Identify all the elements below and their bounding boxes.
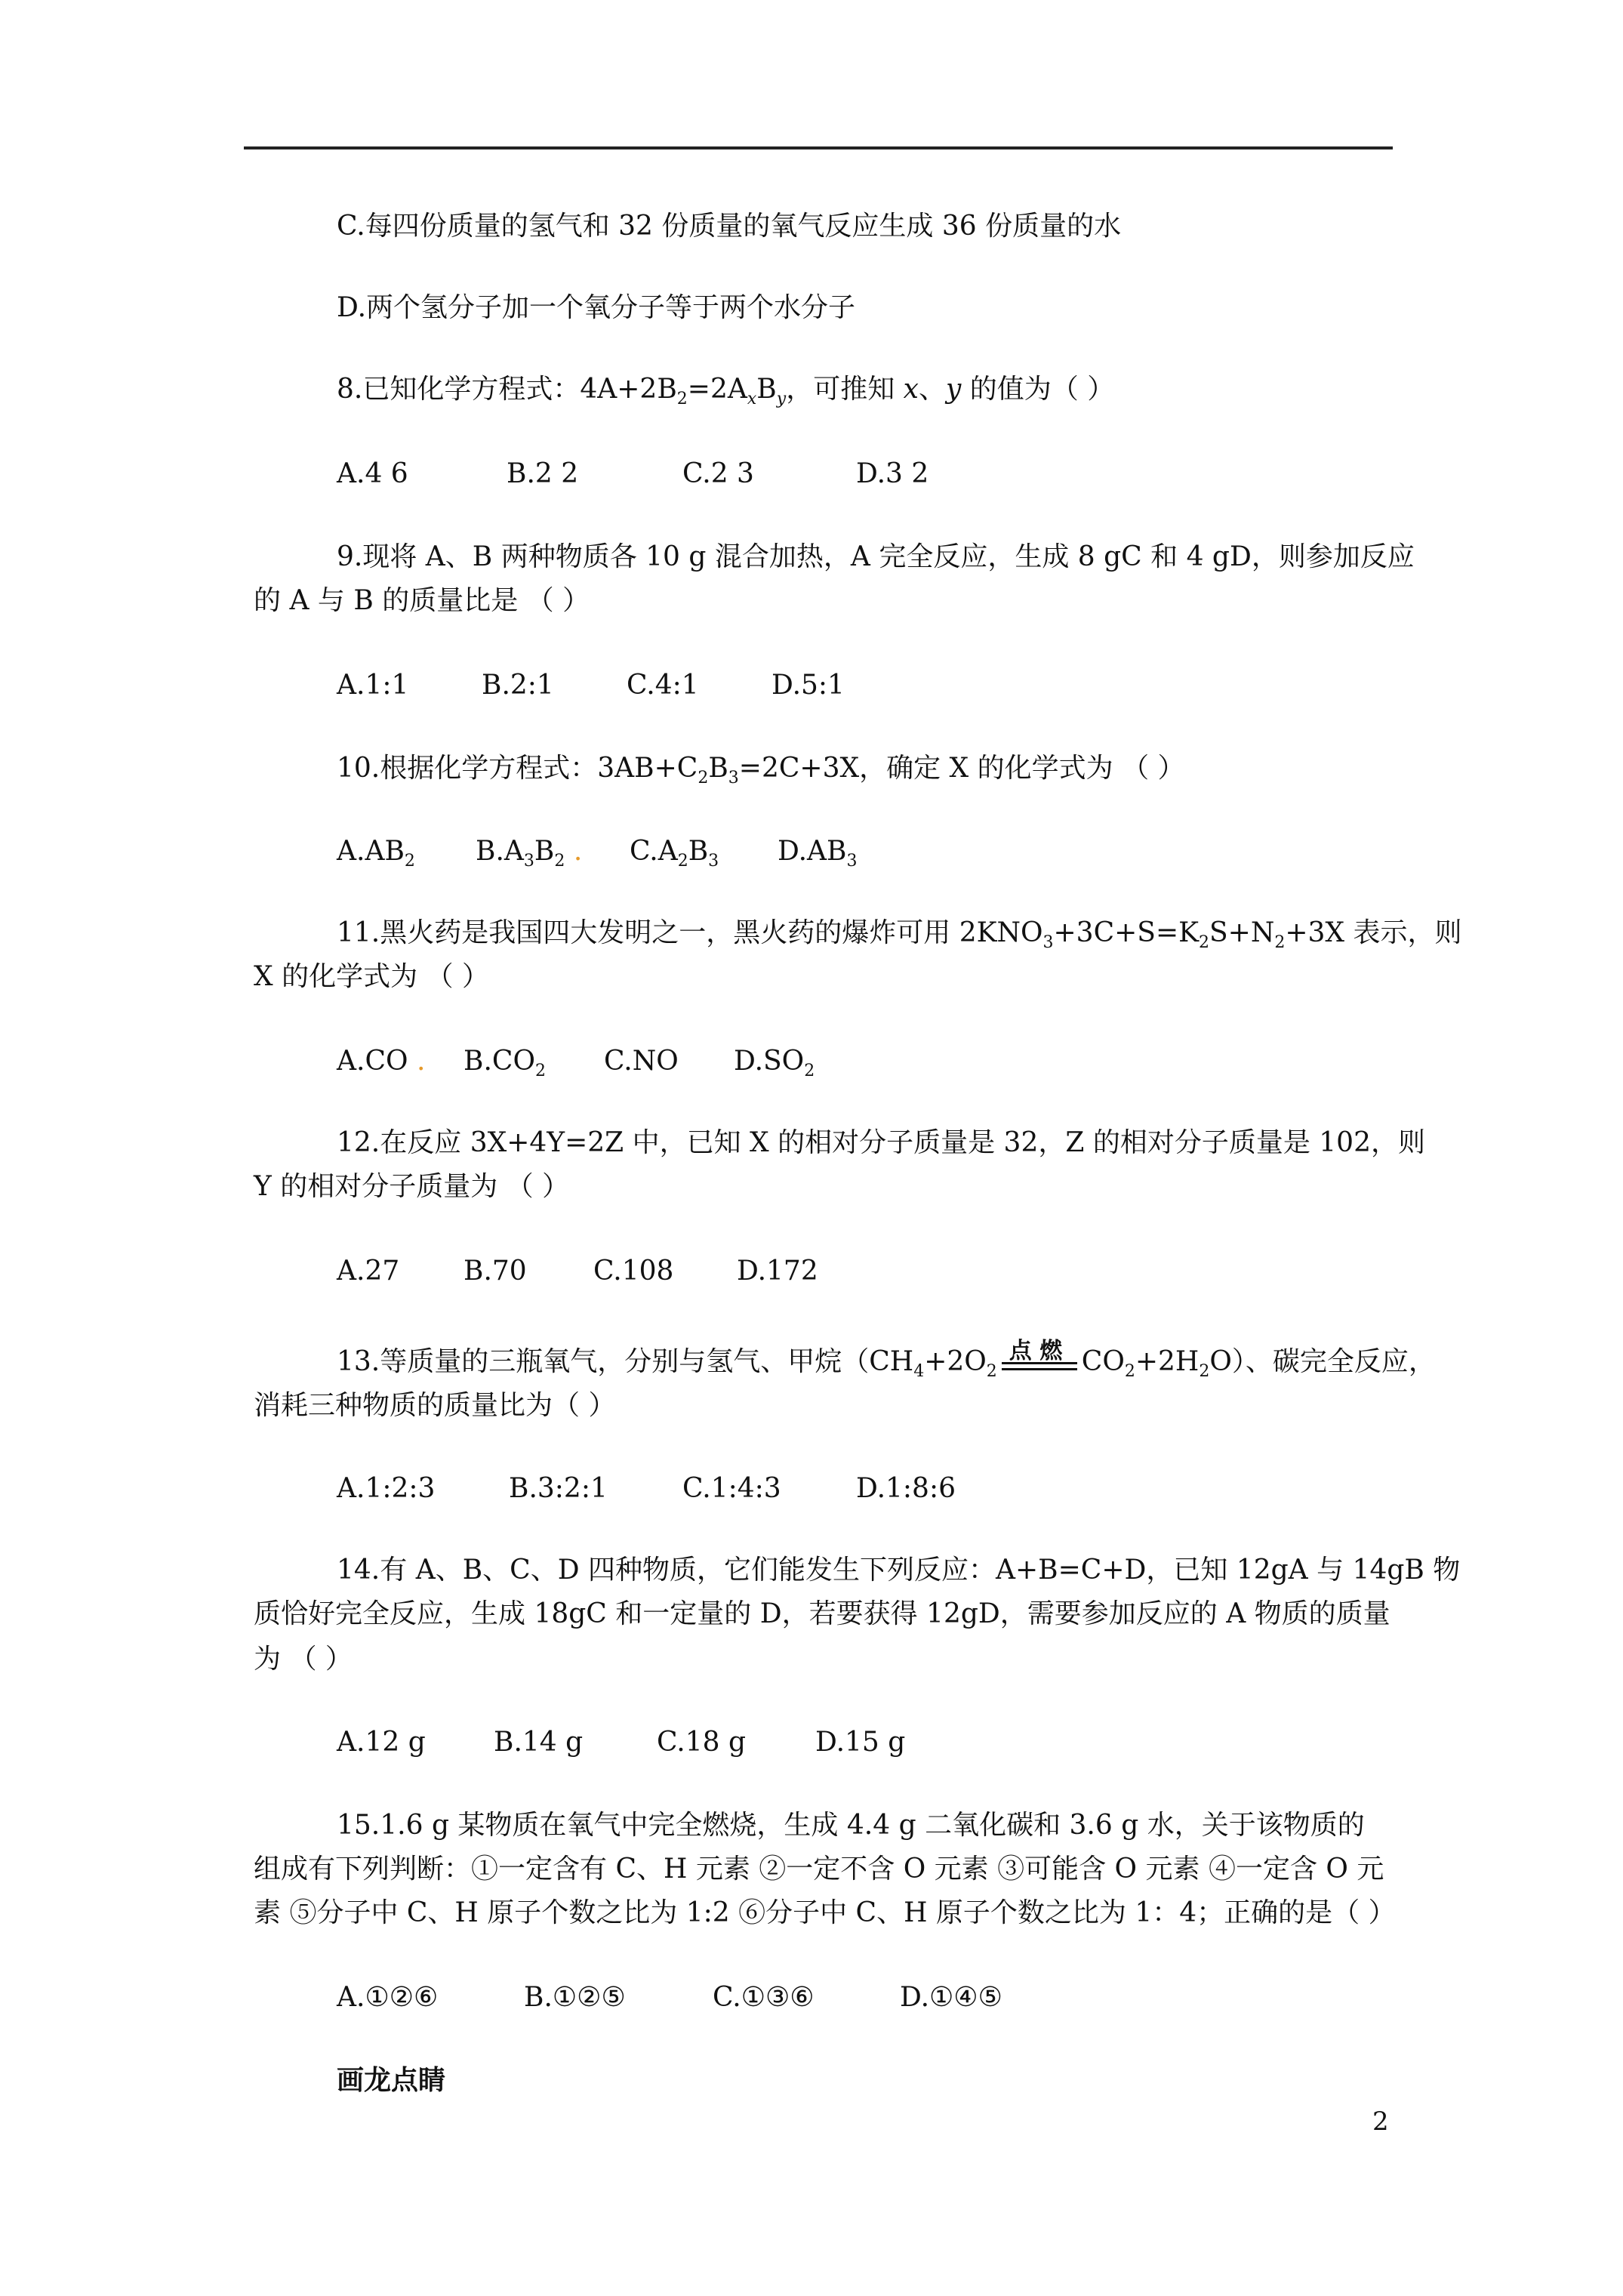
q15-option-d: D.①④⑤ (900, 1982, 1002, 2013)
q13-option-a: A.1:2:3 (337, 1473, 436, 1504)
q8-option-d: D.3 2 (856, 458, 929, 489)
q14-option-c: C.18 g (657, 1727, 747, 1758)
q10-options (337, 831, 857, 883)
q14-option-b: B.14 g (494, 1727, 584, 1758)
q9-stem-line2: 的 A 与 B 的质量比是 （ ） (254, 585, 590, 616)
q9-option-b: B.2:1 (482, 670, 554, 701)
q10-option-b: $B.A_3B_2$ . (476, 836, 583, 871)
q9-stem-line1: 9.现将 A、B 两种物质各 10 g 混合加热，A 完全反应，生成 8 gC 和 4 gD，则参加反应 (337, 541, 1415, 572)
q9-option-a: A.1:1 (337, 670, 409, 701)
q13-stem-line2: 消耗三种物质的质量比为（ ） (254, 1390, 616, 1421)
q8-options (337, 453, 929, 495)
q8-option-b: B.2 2 (507, 458, 579, 489)
q11-option-d: $D.SO_2$ (734, 1046, 815, 1081)
q11-option-b: $B.CO_2$ (463, 1046, 546, 1081)
q15-option-b: B.①②⑤ (524, 1982, 626, 2013)
q11-stem-line2: X 的化学式为 （ ） (254, 961, 489, 992)
q10-stem: 10.根据化学方程式：$3AB+C_2B_3=2C+3X$，确定 X 的化学式为 （ ） (337, 753, 1185, 788)
q13-option-c: C.1:4:3 (682, 1473, 781, 1504)
q10-option-d: $D.AB_3$ (778, 836, 858, 871)
q15-stem-line2: 组成有下列判断：①一定含有 C、H 元素 ②一定不含 O 元素 ③可能含 O 元素 ④一定含 O 元 (254, 1854, 1384, 1885)
reaction-condition-label: 点 燃 (1009, 1338, 1063, 1364)
q9-option-d: D.5:1 (771, 670, 845, 701)
q8-option-a: A.4 6 (337, 458, 408, 489)
q11-option-a: A.CO . (337, 1046, 426, 1077)
q15-options (337, 1977, 1002, 2019)
q13-options (337, 1468, 956, 1510)
q14-option-d: D.15 g (815, 1727, 906, 1758)
q8-option-c: C.2 3 (682, 458, 754, 489)
q9-options (337, 664, 845, 707)
q13-option-b: B.3:2:1 (509, 1473, 608, 1504)
q13-option-d: D.1:8:6 (856, 1473, 956, 1504)
q12-stem-line2: Y 的相对分子质量为 （ ） (254, 1171, 570, 1202)
q12-options (337, 1250, 818, 1293)
q12-option-a: A.27 (337, 1256, 400, 1287)
q11-options (337, 1040, 815, 1093)
q11-stem-line1: 11.黑火药是我国四大发明之一，黑火药的爆炸可用 $2KNO_3+3C+S=K_2S+N_2+3X$ 表示，则 (337, 917, 1462, 953)
q15-option-c: C.①③⑥ (713, 1982, 815, 2013)
page-number: 2 (1372, 2106, 1389, 2137)
q7-option-c: C.每四份质量的氢气和 32 份质量的氧气反应生成 36 份质量的水 (337, 211, 1122, 242)
q10-option-c: $C.A_2B_3$ (630, 836, 719, 871)
q10-option-a: $A.AB_2$ (337, 836, 415, 871)
q12-option-c: C.108 (593, 1256, 674, 1287)
q15-option-a: A.①②⑥ (337, 1982, 439, 2013)
q12-stem-line1: 12.在反应 3X+4Y=2Z 中，已知 X 的相对分子质量是 32，Z 的相对分子质量是 102，则 (337, 1127, 1425, 1158)
q14-options (337, 1721, 905, 1764)
q14-stem-line2: 质恰好完全反应，生成 18gC 和一定量的 D，若要获得 12gD，需要参加反应的 A 物质的质量 (254, 1598, 1390, 1629)
q9-option-c: C.4:1 (627, 670, 699, 701)
q14-stem-line1: 14.有 A、B、C、D 四种物质，它们能发生下列反应：A+B=C+D，已知 12gA 与 14gB 物 (337, 1555, 1461, 1586)
q7-option-d: D.两个氢分子加一个氧分子等于两个水分子 (337, 292, 856, 323)
q14-option-a: A.12 g (337, 1727, 426, 1758)
q14-stem-line3: 为 （ ） (254, 1644, 353, 1675)
section-title: 画龙点睛 (337, 2065, 446, 2096)
q15-stem-line3: 素 ⑤分子中 C、H 原子个数之比为 1:2 ⑥分子中 C、H 原子个数之比为 1：4；正确的是（ ） (254, 1897, 1396, 1928)
reaction-condition-arrow (1002, 1338, 1077, 1379)
q15-stem-line1: 15.1.6 g 某物质在氧气中完全燃烧，生成 4.4 g 二氧化碳和 3.6 g 水，关于该物质的 (337, 1810, 1365, 1841)
q13-stem-line1: 13.等质量的三瓶氧气，分别与氢气、甲烷（$CH_4+2O_2$ 点 燃 $CO_2+2H_2O$）、碳完全反应， (337, 1341, 1436, 1393)
header-rule (244, 146, 1393, 149)
q11-option-c: C.NO (604, 1046, 679, 1077)
q8-stem: 8.已知化学方程式：$4A+2B_2=2A_xB_y$，可推知 x、y 的值为（ ） (337, 374, 1115, 409)
q12-option-d: D.172 (737, 1256, 818, 1287)
q12-option-b: B.70 (463, 1256, 527, 1287)
